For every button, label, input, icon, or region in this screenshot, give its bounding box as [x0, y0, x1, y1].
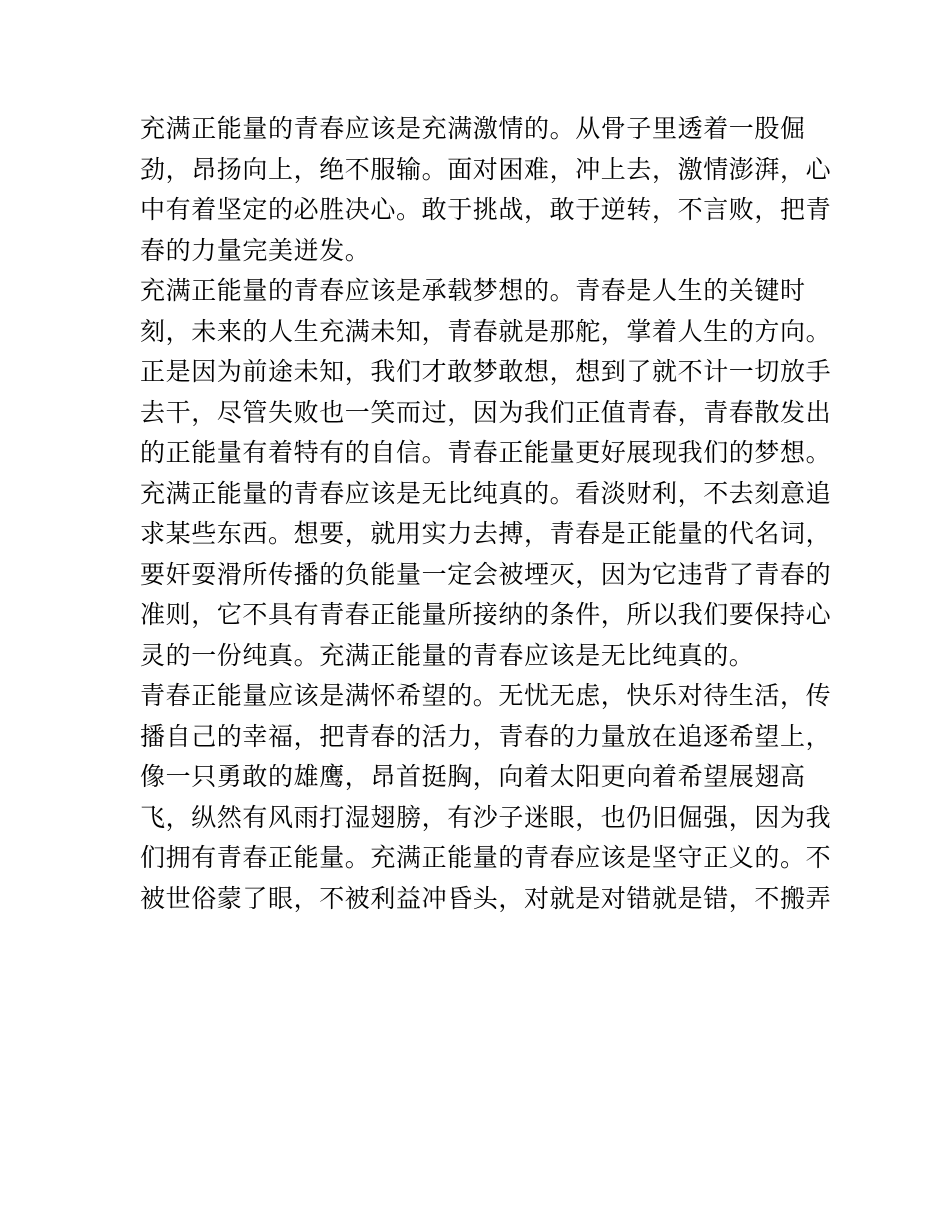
text-line: 播自己的幸福，把青春的活力，青春的力量放在追逐希望上， [140, 721, 832, 751]
text-line: 充满正能量的青春应该是承载梦想的。青春是人生的关键时 [140, 276, 806, 305]
text-line: 去干，尽管失败也一笑而过，因为我们正值青春，青春散发出 [140, 397, 832, 427]
text-line: 求某些东西。想要，就用实力去搏，青春是正能量的代名词， [140, 519, 832, 548]
text-line: 要奸耍滑所传播的负能量一定会被堙灭，因为它违背了青春的 [140, 559, 832, 589]
text-line: 青春正能量应该是满怀希望的。无忧无虑，快乐对待生活，传 [140, 681, 832, 710]
text-line: 准则，它不具有青春正能量所接纳的条件，所以我们要保持心 [140, 600, 832, 629]
text-line: 刻，未来的人生充满未知，青春就是那舵，掌着人生的方向。 [140, 316, 832, 346]
text-line: 正是因为前途未知，我们才敢梦敢想，想到了就不计一切放手 [140, 357, 832, 386]
text-line: 像一只勇敢的雄鹰，昂首挺胸，向着太阳更向着希望展翅高 [140, 762, 806, 791]
body-text [140, 109, 832, 919]
text-line: 的正能量有着特有的自信。青春正能量更好展现我们的梦想。 [140, 438, 832, 467]
text-line: 劲，昂扬向上，绝不服输。面对困难，冲上去，激情澎湃，心 [140, 154, 832, 184]
text-line: 被世俗蒙了眼，不被利益冲昏头，对就是对错就是错，不搬弄 [140, 883, 832, 913]
text-line: 中有着坚定的必胜决心。敢于挑战，敢于逆转，不言败，把青 [140, 195, 832, 224]
text-line: 充满正能量的青春应该是无比纯真的。看淡财利，不去刻意追 [140, 478, 832, 508]
text-line: 飞，纵然有风雨打湿翅膀，有沙子迷眼，也仍旧倔强，因为我 [140, 802, 832, 832]
text-line: 们拥有青春正能量。充满正能量的青春应该是坚守正义的。不 [140, 843, 832, 872]
text-line: 春的力量完美迸发。 [140, 235, 371, 265]
text-line: 充满正能量的青春应该是充满激情的。从骨子里透着一股倔 [140, 114, 806, 143]
text-line: 灵的一份纯真。充满正能量的青春应该是无比纯真的。 [140, 640, 755, 670]
